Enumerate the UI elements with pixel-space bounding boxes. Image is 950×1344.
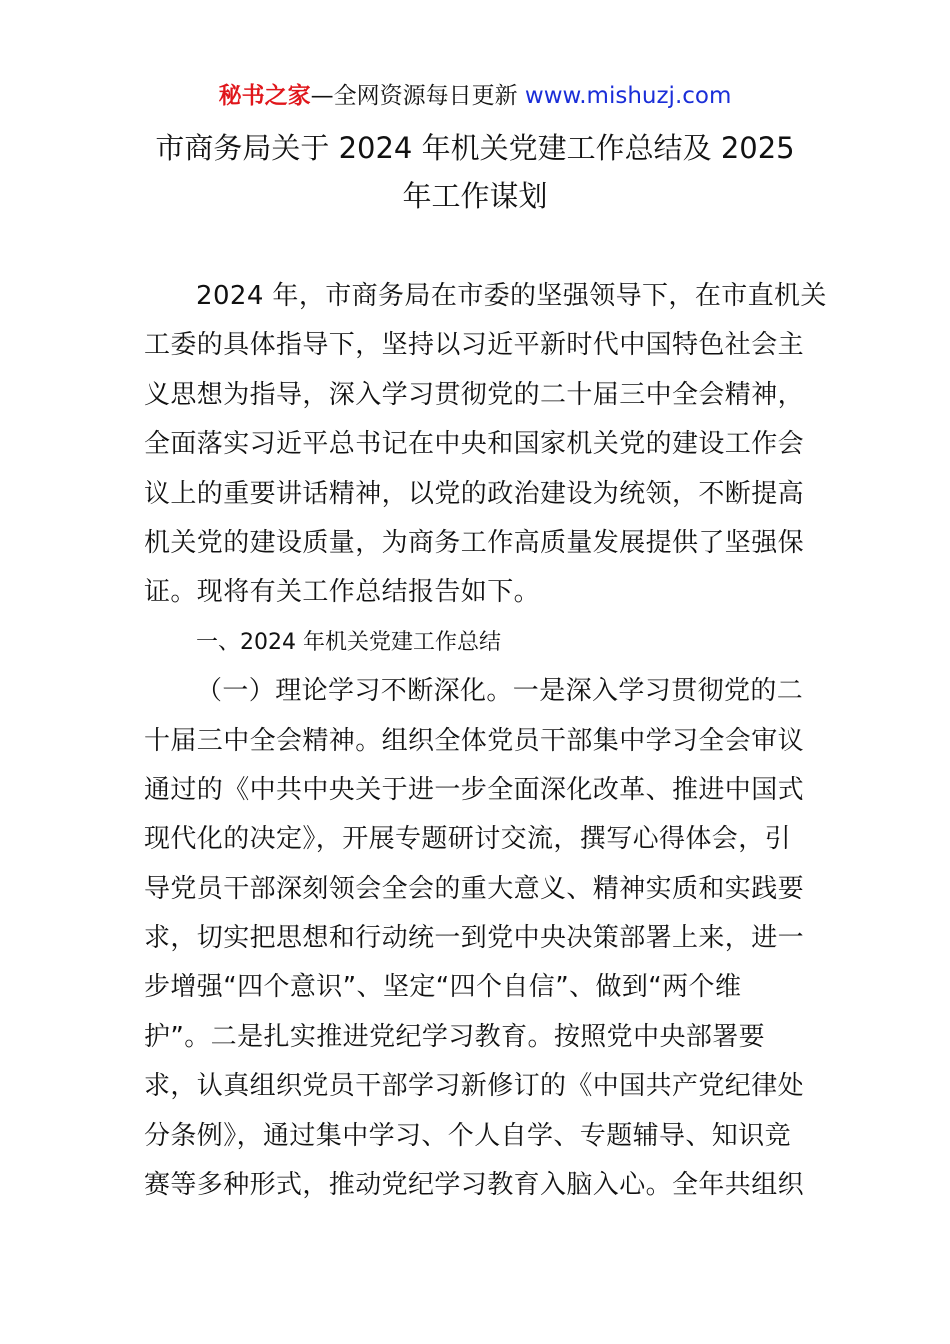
paragraph-line: 工委的具体指导下，坚持以习近平新时代中国特色社会主 xyxy=(144,330,805,361)
paragraph-line: 步增强“四个意识”、坚定“四个自信”、做到“两个维 xyxy=(144,972,742,1003)
paragraph-line: 机关党的建设质量，为商务工作高质量发展提供了坚强保 xyxy=(144,527,805,558)
title-line: 年工作谋划 xyxy=(402,179,548,213)
paragraph-line: 现代化的决定》，开展专题研讨交流，撰写心得体会，引 xyxy=(144,824,792,855)
title-line: 市商务局关于 2024 年机关党建工作总结及 2025 xyxy=(155,131,795,165)
site-tagline: —全网资源每日更新 xyxy=(310,83,525,109)
paragraph-line: 证。现将有关工作总结报告如下。 xyxy=(144,577,541,608)
paragraph-line: 通过的《中共中央关于进一步全面深化改革、推进中国式 xyxy=(144,774,805,805)
document-title xyxy=(120,124,830,220)
paragraph-line: 赛等多种形式，推动党纪学习教育入脑入心。全年共组织 xyxy=(144,1170,805,1201)
paragraph-line: 全面落实习近平总书记在中央和国家机关党的建设工作会 xyxy=(144,429,805,460)
section-heading: 一、2024 年机关党建工作总结 xyxy=(196,629,501,655)
paragraph-line: （一）理论学习不断深化。一是深入学习贯彻党的二 xyxy=(196,676,804,707)
site-url-link[interactable]: www.mishuzj.com xyxy=(524,83,732,109)
paragraph-line: 议上的重要讲话精神，以党的政治建设为统领，不断提高 xyxy=(144,478,805,509)
paragraph-line: 导党员干部深刻领会全会的重大意义、精神实质和实践要 xyxy=(144,873,805,904)
paragraph-line: 义思想为指导，深入学习贯彻党的二十届三中全会精神， xyxy=(144,379,805,410)
site-banner xyxy=(0,80,950,112)
intro-paragraph xyxy=(144,272,827,1210)
paragraph-line: 护”。二是扎实推进党纪学习教育。按照党中央部署要 xyxy=(144,1021,766,1052)
paragraph-line: 求，切实把思想和行动统一到党中央决策部署上来，进一 xyxy=(144,923,805,954)
site-brand: 秘书之家 xyxy=(218,83,311,109)
paragraph-line: 2024 年，市商务局在市委的坚强领导下，在市直机关 xyxy=(196,281,827,311)
paragraph-line: 求，认真组织党员干部学习新修订的《中国共产党纪律处 xyxy=(144,1071,805,1102)
paragraph-line: 分条例》，通过集中学习、个人自学、专题辅导、知识竞 xyxy=(144,1120,792,1151)
paragraph-line: 十届三中全会精神。组织全体党员干部集中学习全会审议 xyxy=(144,725,805,756)
